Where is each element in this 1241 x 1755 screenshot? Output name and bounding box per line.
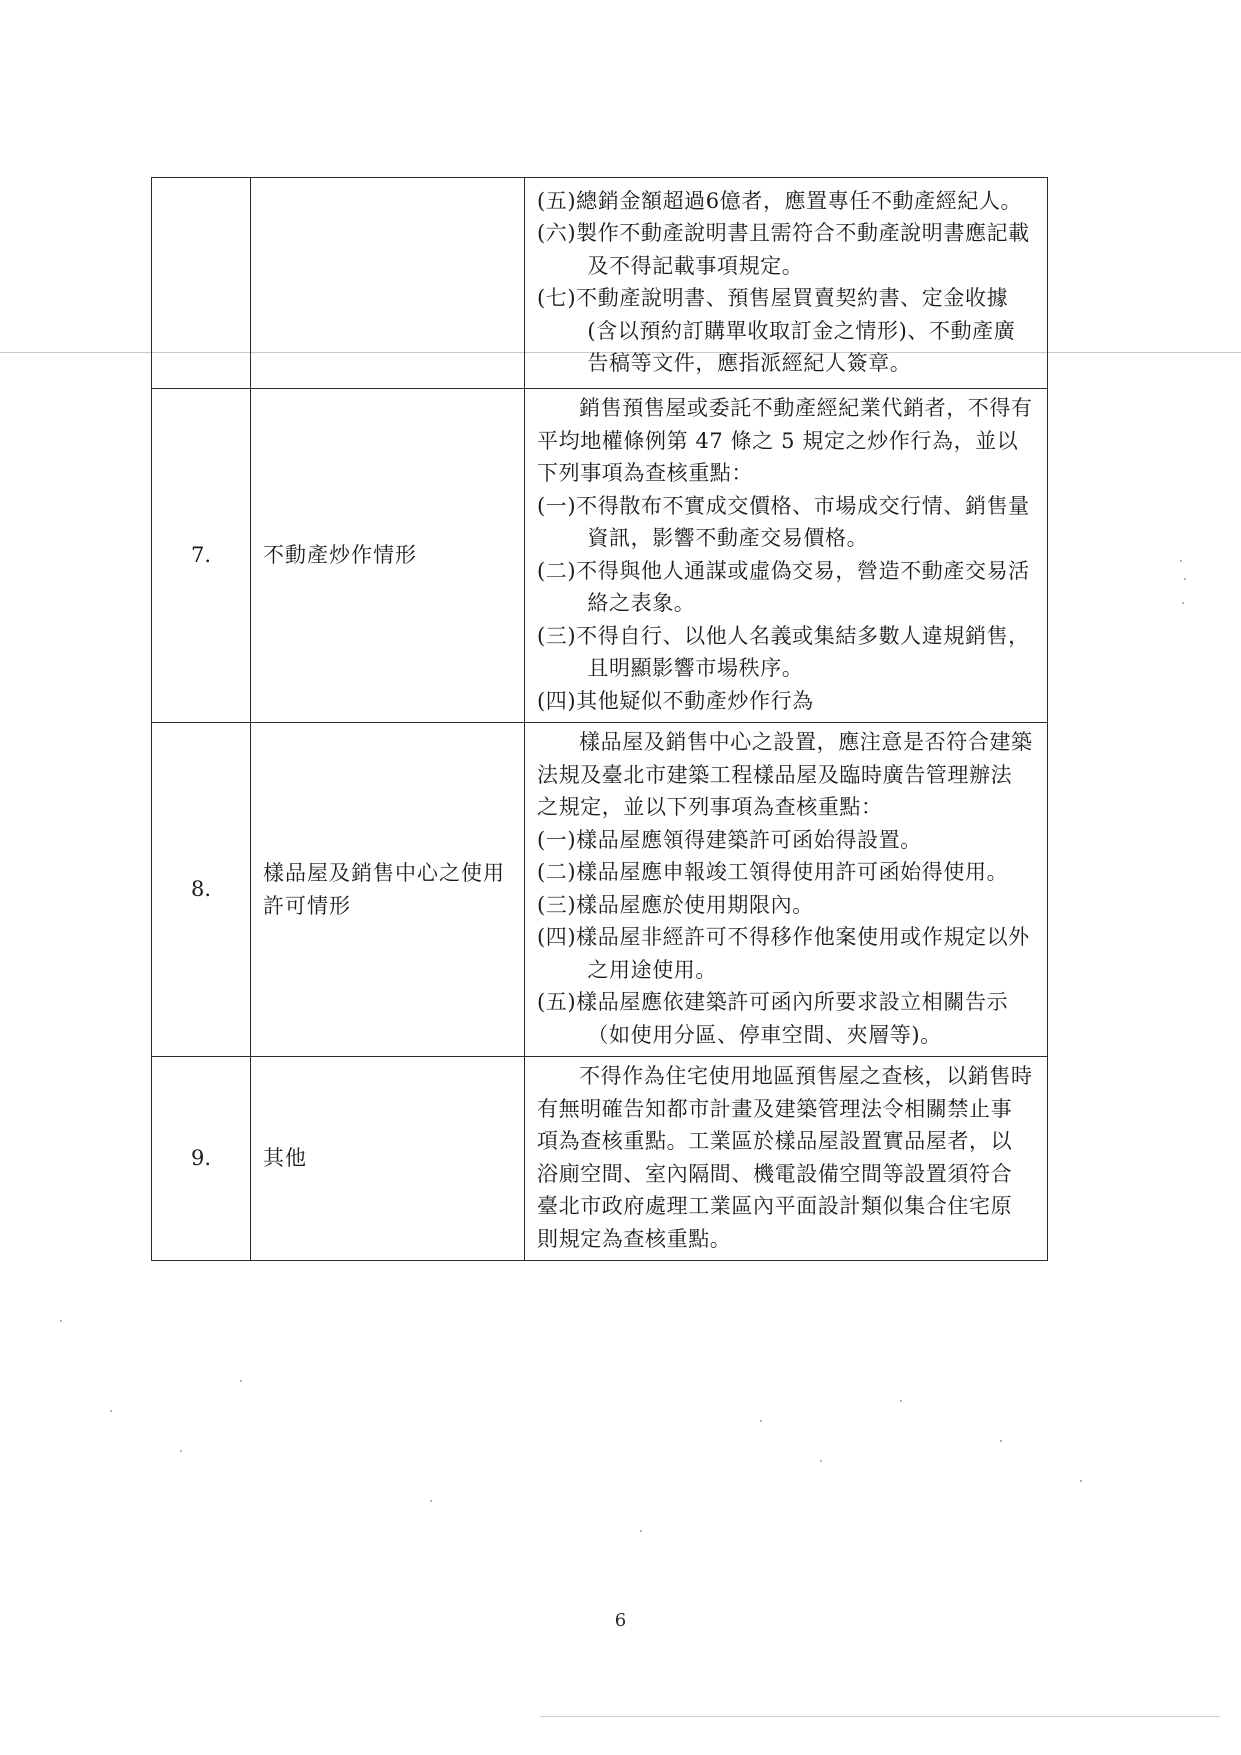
table-row <box>152 1057 1048 1261</box>
sub-item: (三)樣品屋應於使用期限內。 <box>537 892 814 917</box>
content-paragraph: 不得作為住宅使用地區預售屋之查核，以銷售時有無明確告知都市計畫及建築管理法令相關禁止事項為查核重點。工業區於樣品屋設置實品屋者，以浴廁空間、室內隔間、機電設備空間等設置須符合臺北市政府處理工業區內平面設計類似集合住宅原則規定為查核重點。 <box>537 1064 1033 1251</box>
sub-item: (七)不動產說明書、預售屋買賣契約書、定金收據(含以預約訂購單收取訂金之情形)、不動產廣告稿等文件，應指派經紀人簽章。 <box>537 286 1016 375</box>
row-content <box>525 178 1048 389</box>
sub-item: (一)不得散布不實成交價格、市場成交行情、銷售量資訊，影響不動產交易價格。 <box>537 493 1030 550</box>
inspection-table <box>151 177 1048 1261</box>
table-row <box>152 178 1048 389</box>
row-number: 8. <box>152 723 251 1057</box>
row-number: 9. <box>152 1057 251 1261</box>
content-paragraph: 樣品屋及銷售中心之設置，應注意是否符合建築法規及臺北市建築工程樣品屋及臨時廣告管理辦法之規定，並以下列事項為查核重點： <box>537 730 1033 819</box>
row-item <box>251 178 525 389</box>
sub-item: (二)不得與他人通謀或虛偽交易，營造不動產交易活絡之表象。 <box>537 558 1030 615</box>
row-item: 樣品屋及銷售中心之使用許可情形 <box>251 723 525 1057</box>
row-content <box>525 723 1048 1057</box>
table-row <box>152 389 1048 723</box>
sub-item: (四)樣品屋非經許可不得移作他案使用或作規定以外之用途使用。 <box>537 925 1030 982</box>
row-item: 其他 <box>251 1057 525 1261</box>
row-content <box>525 1057 1048 1261</box>
row-number: 7. <box>152 389 251 723</box>
row-number <box>152 178 251 389</box>
content-paragraph: 銷售預售屋或委託不動產經紀業代銷者，不得有平均地權條例第 47 條之 5 規定之炒作行為，並以下列事項為查核重點： <box>537 396 1033 485</box>
table-row <box>152 723 1048 1057</box>
scan-artifact-bottom-line <box>540 1716 1220 1717</box>
row-item: 不動產炒作情形 <box>251 389 525 723</box>
sub-item: (五)總銷金額超過6億者，應置專任不動產經紀人。 <box>537 188 1023 213</box>
page-number: 6 <box>614 1610 627 1631</box>
sub-item: (二)樣品屋應申報竣工領得使用許可函始得使用。 <box>537 860 1009 884</box>
row-content <box>525 389 1048 723</box>
sub-item: (一)樣品屋應領得建築許可函始得設置。 <box>537 827 922 852</box>
sub-item: (三)不得自行、以他人名義或集結多數人違規銷售，且明顯影響市場秩序。 <box>537 623 1030 680</box>
sub-item: (五)樣品屋應依建築許可函內所要求設立相關告示（如使用分區、停車空間、夾層等)。 <box>537 990 1009 1047</box>
sub-item: (四)其他疑似不動產炒作行為 <box>537 688 814 713</box>
sub-item: (六)製作不動產說明書且需符合不動產說明書應記載及不得記載事項規定。 <box>537 221 1030 278</box>
